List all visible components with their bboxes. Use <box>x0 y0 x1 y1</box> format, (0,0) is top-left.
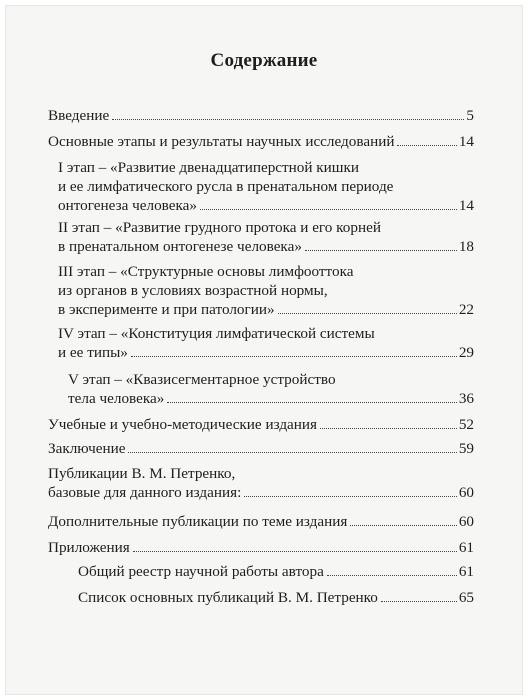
toc-entry-line: IV этап – «Конституция лимфатической системы <box>58 325 375 342</box>
book-page <box>6 6 522 694</box>
dot-leader <box>397 145 456 146</box>
dot-leader <box>327 575 457 576</box>
toc-entry <box>58 262 474 319</box>
toc-entry-last-line <box>58 343 474 362</box>
toc-entry <box>78 588 474 607</box>
toc-page-number: 14 <box>458 133 474 150</box>
toc-entry-line: I этап – «Развитие двенадцатиперстной кишки <box>58 159 360 176</box>
toc-entry-line: Публикации В. М. Петренко, <box>48 465 236 482</box>
toc-entry-text: в эксперименте и при патологии» <box>58 301 275 318</box>
toc-entry-text: Учебные и учебно-методические издания <box>48 416 318 433</box>
toc-entry <box>58 218 474 256</box>
dot-leader <box>112 119 464 120</box>
toc-entry <box>58 324 474 362</box>
toc-entry-text: Основные этапы и результаты научных исследований <box>48 133 395 150</box>
toc-entry-last-line <box>48 106 474 125</box>
toc-entry-line: из органов в условиях возрастной нормы, <box>58 282 328 299</box>
toc-entry <box>48 464 474 502</box>
toc-entry-line: и ее лимфатического русла в пренатальном периоде <box>58 178 394 195</box>
toc-page-number: 22 <box>458 301 474 318</box>
toc-page-number: 59 <box>458 440 474 457</box>
toc-entry-text: онтогенеза человека» <box>58 197 197 214</box>
toc-entry <box>48 538 474 557</box>
toc-entry-last-line <box>58 196 474 215</box>
toc-entry-last-line <box>48 538 474 557</box>
table-of-contents <box>6 6 522 694</box>
dot-leader <box>350 525 456 526</box>
dot-leader <box>381 601 457 602</box>
toc-entry-text: и ее типы» <box>58 344 128 361</box>
toc-entry-text: Введение <box>48 107 110 124</box>
toc-entry-text: Список основных публикаций В. М. Петренко <box>78 589 378 606</box>
toc-entry <box>68 370 474 408</box>
toc-page-number: 14 <box>458 197 474 214</box>
toc-page-number: 18 <box>458 238 474 255</box>
toc-entry-last-line <box>78 562 474 581</box>
toc-entry-text: Общий реестр научной работы автора <box>78 563 324 580</box>
toc-entry-last-line <box>78 588 474 607</box>
toc-entry <box>48 132 474 151</box>
dot-leader <box>128 452 456 453</box>
dot-leader <box>244 496 456 497</box>
toc-entry <box>58 158 474 215</box>
toc-entry-last-line <box>48 415 474 434</box>
toc-page-number: 60 <box>458 484 474 501</box>
toc-page-number: 52 <box>458 416 474 433</box>
toc-page-number: 36 <box>458 390 474 407</box>
toc-entry-text: Заключение <box>48 440 126 457</box>
toc-entry-last-line <box>58 237 474 256</box>
toc-page-number: 65 <box>458 589 474 606</box>
toc-entry-last-line <box>48 439 474 458</box>
toc-entry-last-line <box>48 132 474 151</box>
toc-entry-line: III этап – «Структурные основы лимфооттока <box>58 263 354 280</box>
toc-entry <box>48 512 474 531</box>
toc-entry-text: Дополнительные публикации по теме издания <box>48 513 348 530</box>
toc-entry <box>48 439 474 458</box>
toc-page-number: 5 <box>466 107 474 124</box>
toc-entry <box>48 415 474 434</box>
toc-entry-line: V этап – «Квазисегментарное устройство <box>68 371 336 388</box>
toc-entry-last-line <box>48 512 474 531</box>
toc-entry <box>78 562 474 581</box>
toc-entry-text: Приложения <box>48 539 130 556</box>
dot-leader <box>133 551 457 552</box>
toc-entry-text: в пренатальном онтогенезе человека» <box>58 238 302 255</box>
toc-entry-text: базовые для данного издания: <box>48 484 242 501</box>
dot-leader <box>305 250 457 251</box>
toc-entry-text: тела человека» <box>68 390 165 407</box>
dot-leader <box>278 313 457 314</box>
dot-leader <box>320 428 457 429</box>
toc-entry-last-line <box>68 389 474 408</box>
toc-entry <box>48 106 474 125</box>
dot-leader <box>131 356 457 357</box>
toc-page-number: 29 <box>458 344 474 361</box>
toc-page-number: 61 <box>458 563 474 580</box>
page-title: Содержание <box>210 50 318 71</box>
toc-entry-last-line <box>58 300 474 319</box>
toc-entry-last-line <box>48 483 474 502</box>
dot-leader <box>200 209 457 210</box>
toc-page-number: 61 <box>458 539 474 556</box>
toc-entry-line: II этап – «Развитие грудного протока и его корней <box>58 219 381 236</box>
toc-page-number: 60 <box>458 513 474 530</box>
dot-leader <box>167 402 456 403</box>
